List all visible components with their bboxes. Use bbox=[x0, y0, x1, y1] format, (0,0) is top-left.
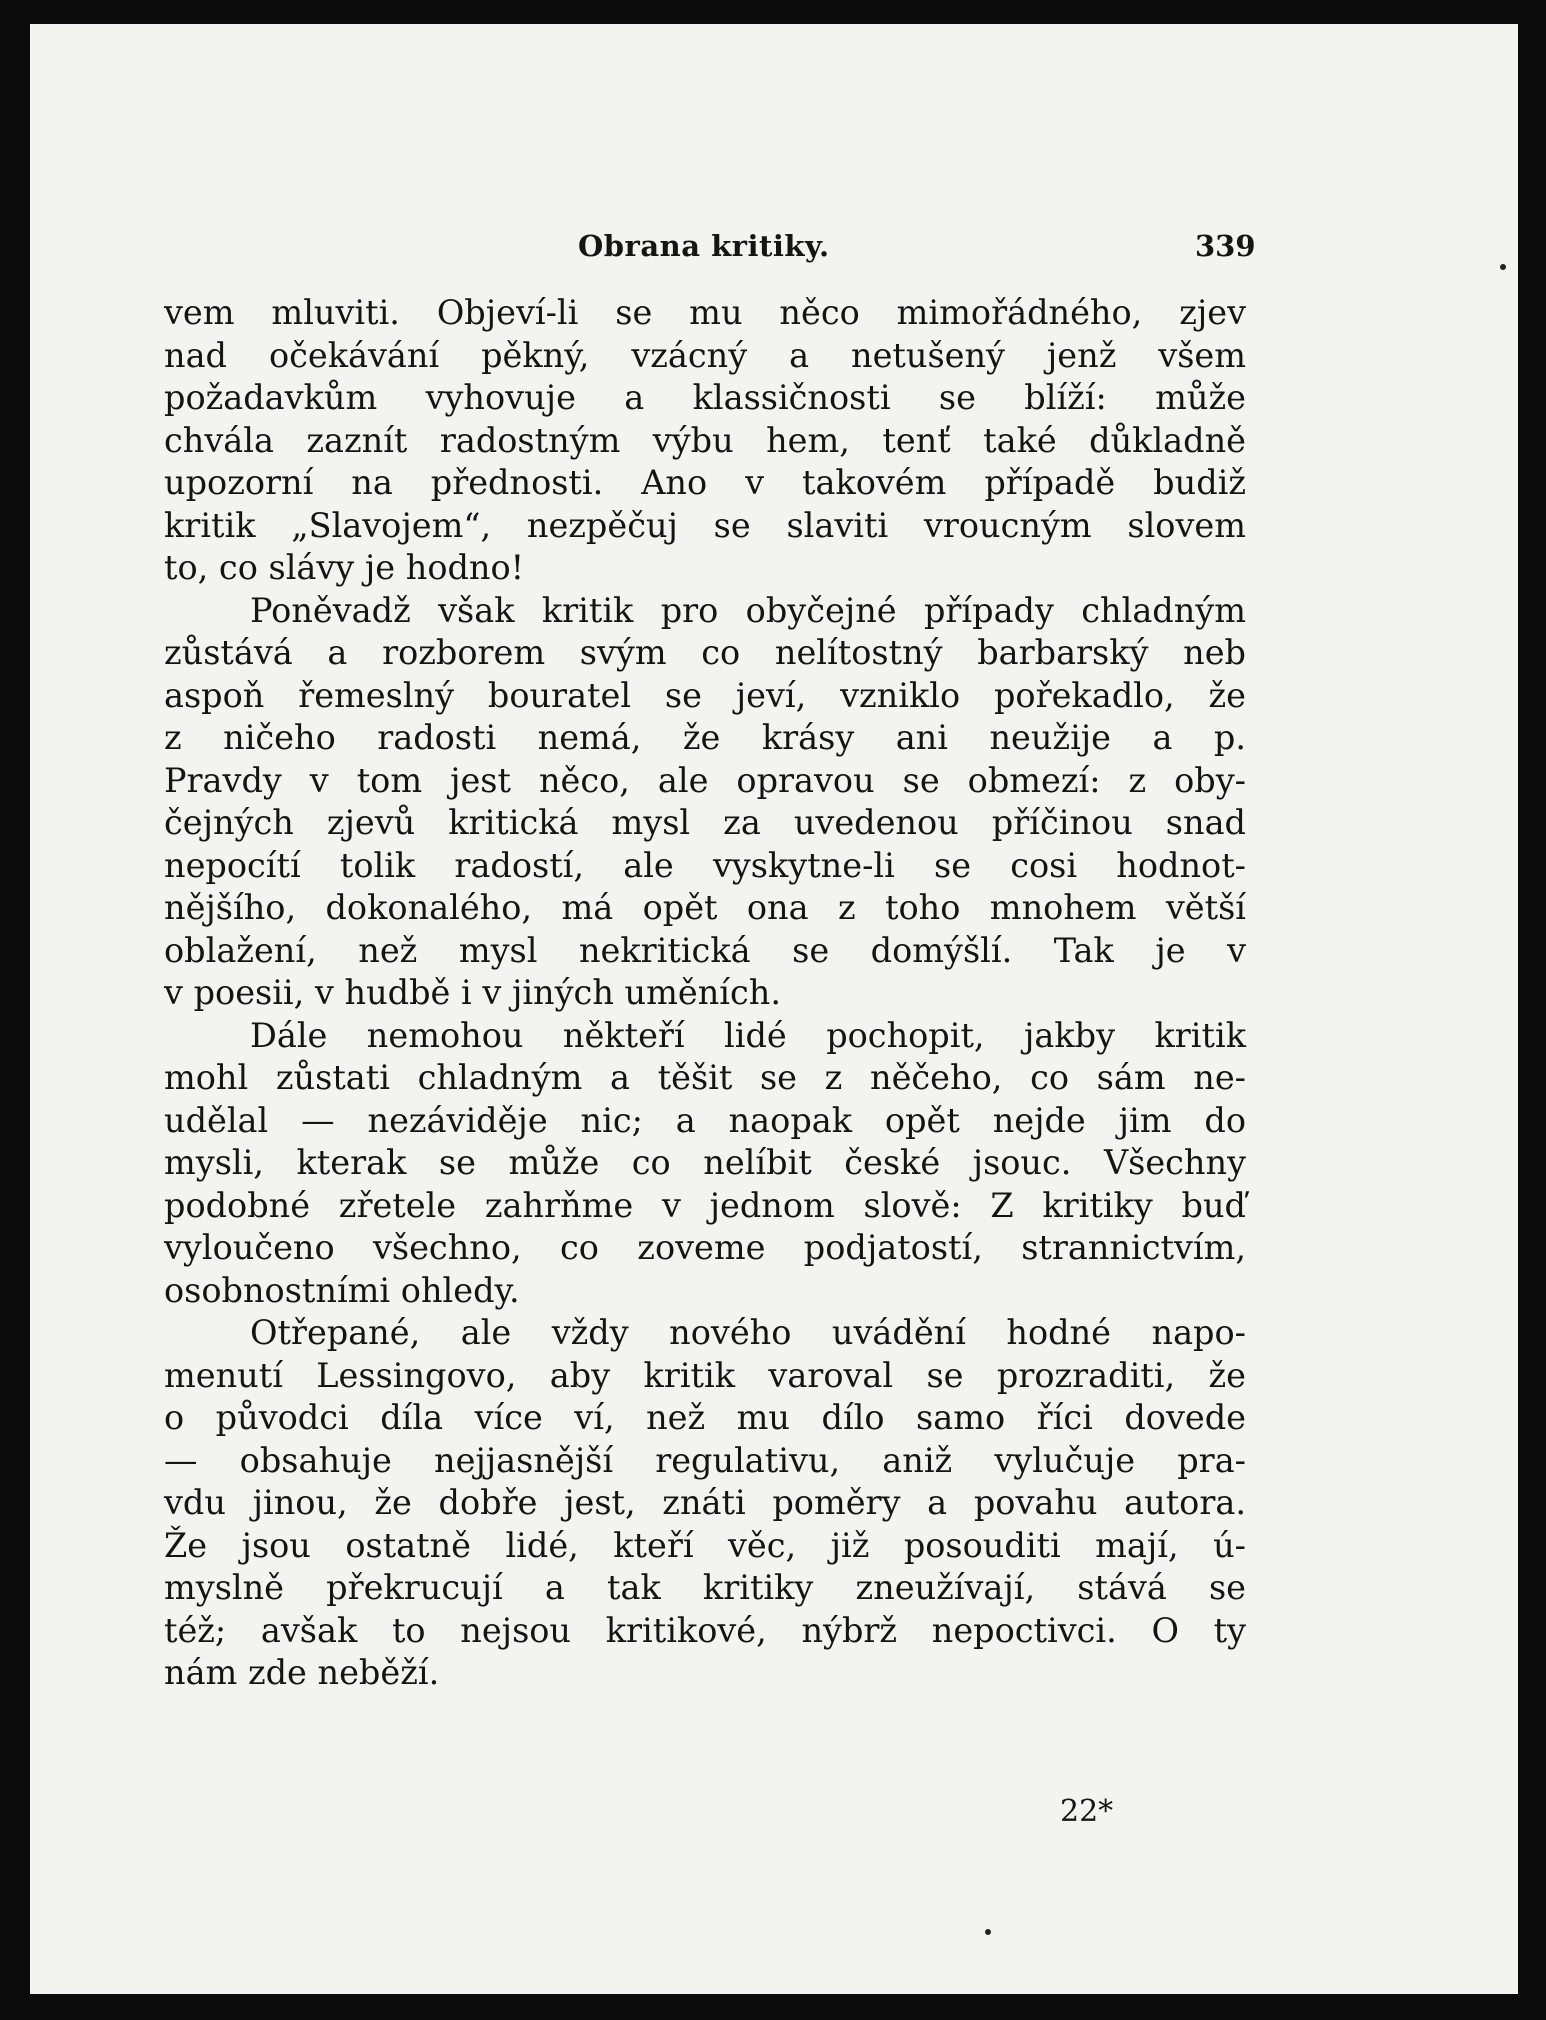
text-line: Otřepané, ale vždy nového uvádění hodné napo- bbox=[250, 1313, 1246, 1352]
book-page bbox=[30, 24, 1518, 1994]
text-line: též; avšak to nejsou kritikové, nýbrž nepoctivci. O ty bbox=[164, 1610, 1246, 1650]
text-line: zůstává a rozborem svým co nelítostný barbarský neb bbox=[164, 633, 1246, 672]
text-line: myslně překrucují a tak kritiky zneužívají, stává se bbox=[164, 1568, 1246, 1607]
text-line: z ničeho radosti nemá, že krásy ani neužije a p. bbox=[164, 718, 1246, 757]
text-line: chvála zaznít radostným výbu hem, tenť také důkladně bbox=[164, 420, 1246, 460]
text-line: Dále nemohou někteří lidé pochopit, jakby kritik bbox=[250, 1015, 1246, 1055]
signature-mark: 22* bbox=[1060, 1794, 1114, 1829]
text-line: vyloučeno všechno, co zoveme podjatostí, strannictvím, bbox=[164, 1228, 1246, 1267]
body-text bbox=[164, 292, 1246, 1695]
paragraph-2 bbox=[164, 590, 1246, 1015]
text-line: aspoň řemeslný bouratel se jeví, vzniklo pořekadlo, že bbox=[164, 675, 1246, 715]
paragraph-3 bbox=[164, 1015, 1246, 1313]
text-line: menutí Lessingovo, aby kritik varoval se prozraditi, že bbox=[164, 1355, 1246, 1395]
text-line: požadavkům vyhovuje a klassičnosti se blíží: může bbox=[164, 378, 1246, 417]
text-line: mysli, kterak se může co nelíbit české jsouc. Všechny bbox=[164, 1143, 1246, 1182]
text-line: — obsahuje nejjasnější regulativu, aniž vylučuje pra- bbox=[164, 1440, 1246, 1480]
paragraph-1 bbox=[164, 292, 1246, 590]
text-line: osobnostními ohledy. bbox=[164, 1270, 520, 1310]
text-line: upozorní na přednosti. Ano v takovém případě budiž bbox=[164, 463, 1246, 502]
text-line: v poesii, v hudbě i v jiných uměních. bbox=[164, 973, 781, 1012]
text-line: nějšího, dokonalého, má opět ona z toho mnohem větší bbox=[164, 888, 1246, 927]
page-header bbox=[30, 229, 1518, 279]
text-line: Pravdy v tom jest něco, ale opravou se obmezí: z oby- bbox=[164, 760, 1246, 800]
dust-speck bbox=[1500, 264, 1506, 270]
text-line: nad očekávání pěkný, vzácný a netušený jenž všem bbox=[164, 335, 1246, 375]
text-line: Že jsou ostatně lidé, kteří věc, již posouditi mají, ú- bbox=[164, 1525, 1246, 1565]
running-title: Obrana kritiky. bbox=[578, 229, 830, 263]
text-line: podobné zřetele zahrňme v jednom slově: Z kritiky buď bbox=[164, 1185, 1246, 1225]
text-line: vem mluviti. Objeví-li se mu něco mimořádného, zjev bbox=[164, 293, 1246, 332]
text-line: kritik „Slavojem“, nezpěčuj se slaviti vroucným slovem bbox=[164, 505, 1246, 545]
text-line: o původci díla více ví, než mu dílo samo říci dovede bbox=[164, 1398, 1246, 1437]
text-line: mohl zůstati chladným a těšit se z něčeho, co sám ne- bbox=[164, 1058, 1246, 1097]
text-line: čejných zjevů kritická mysl za uvedenou příčinou snad bbox=[164, 803, 1246, 842]
dust-speck bbox=[985, 1929, 991, 1935]
page-number: 339 bbox=[1195, 229, 1256, 263]
text-line: to, co slávy je hodno! bbox=[164, 548, 525, 587]
text-line: Poněvadž však kritik pro obyčejné případy chladným bbox=[250, 590, 1246, 630]
text-line: nepocítí tolik radostí, ale vyskytne-li se cosi hodnot- bbox=[164, 845, 1246, 885]
text-line: nám zde neběží. bbox=[164, 1653, 440, 1692]
text-line: udělal — nezáviděje nic; a naopak opět nejde jim do bbox=[164, 1100, 1246, 1140]
text-line: oblažení, než mysl nekritická se domýšlí. Tak je v bbox=[164, 930, 1246, 970]
text-line: vdu jinou, že dobře jest, znáti poměry a povahu autora. bbox=[164, 1483, 1246, 1522]
paragraph-4 bbox=[164, 1312, 1246, 1695]
